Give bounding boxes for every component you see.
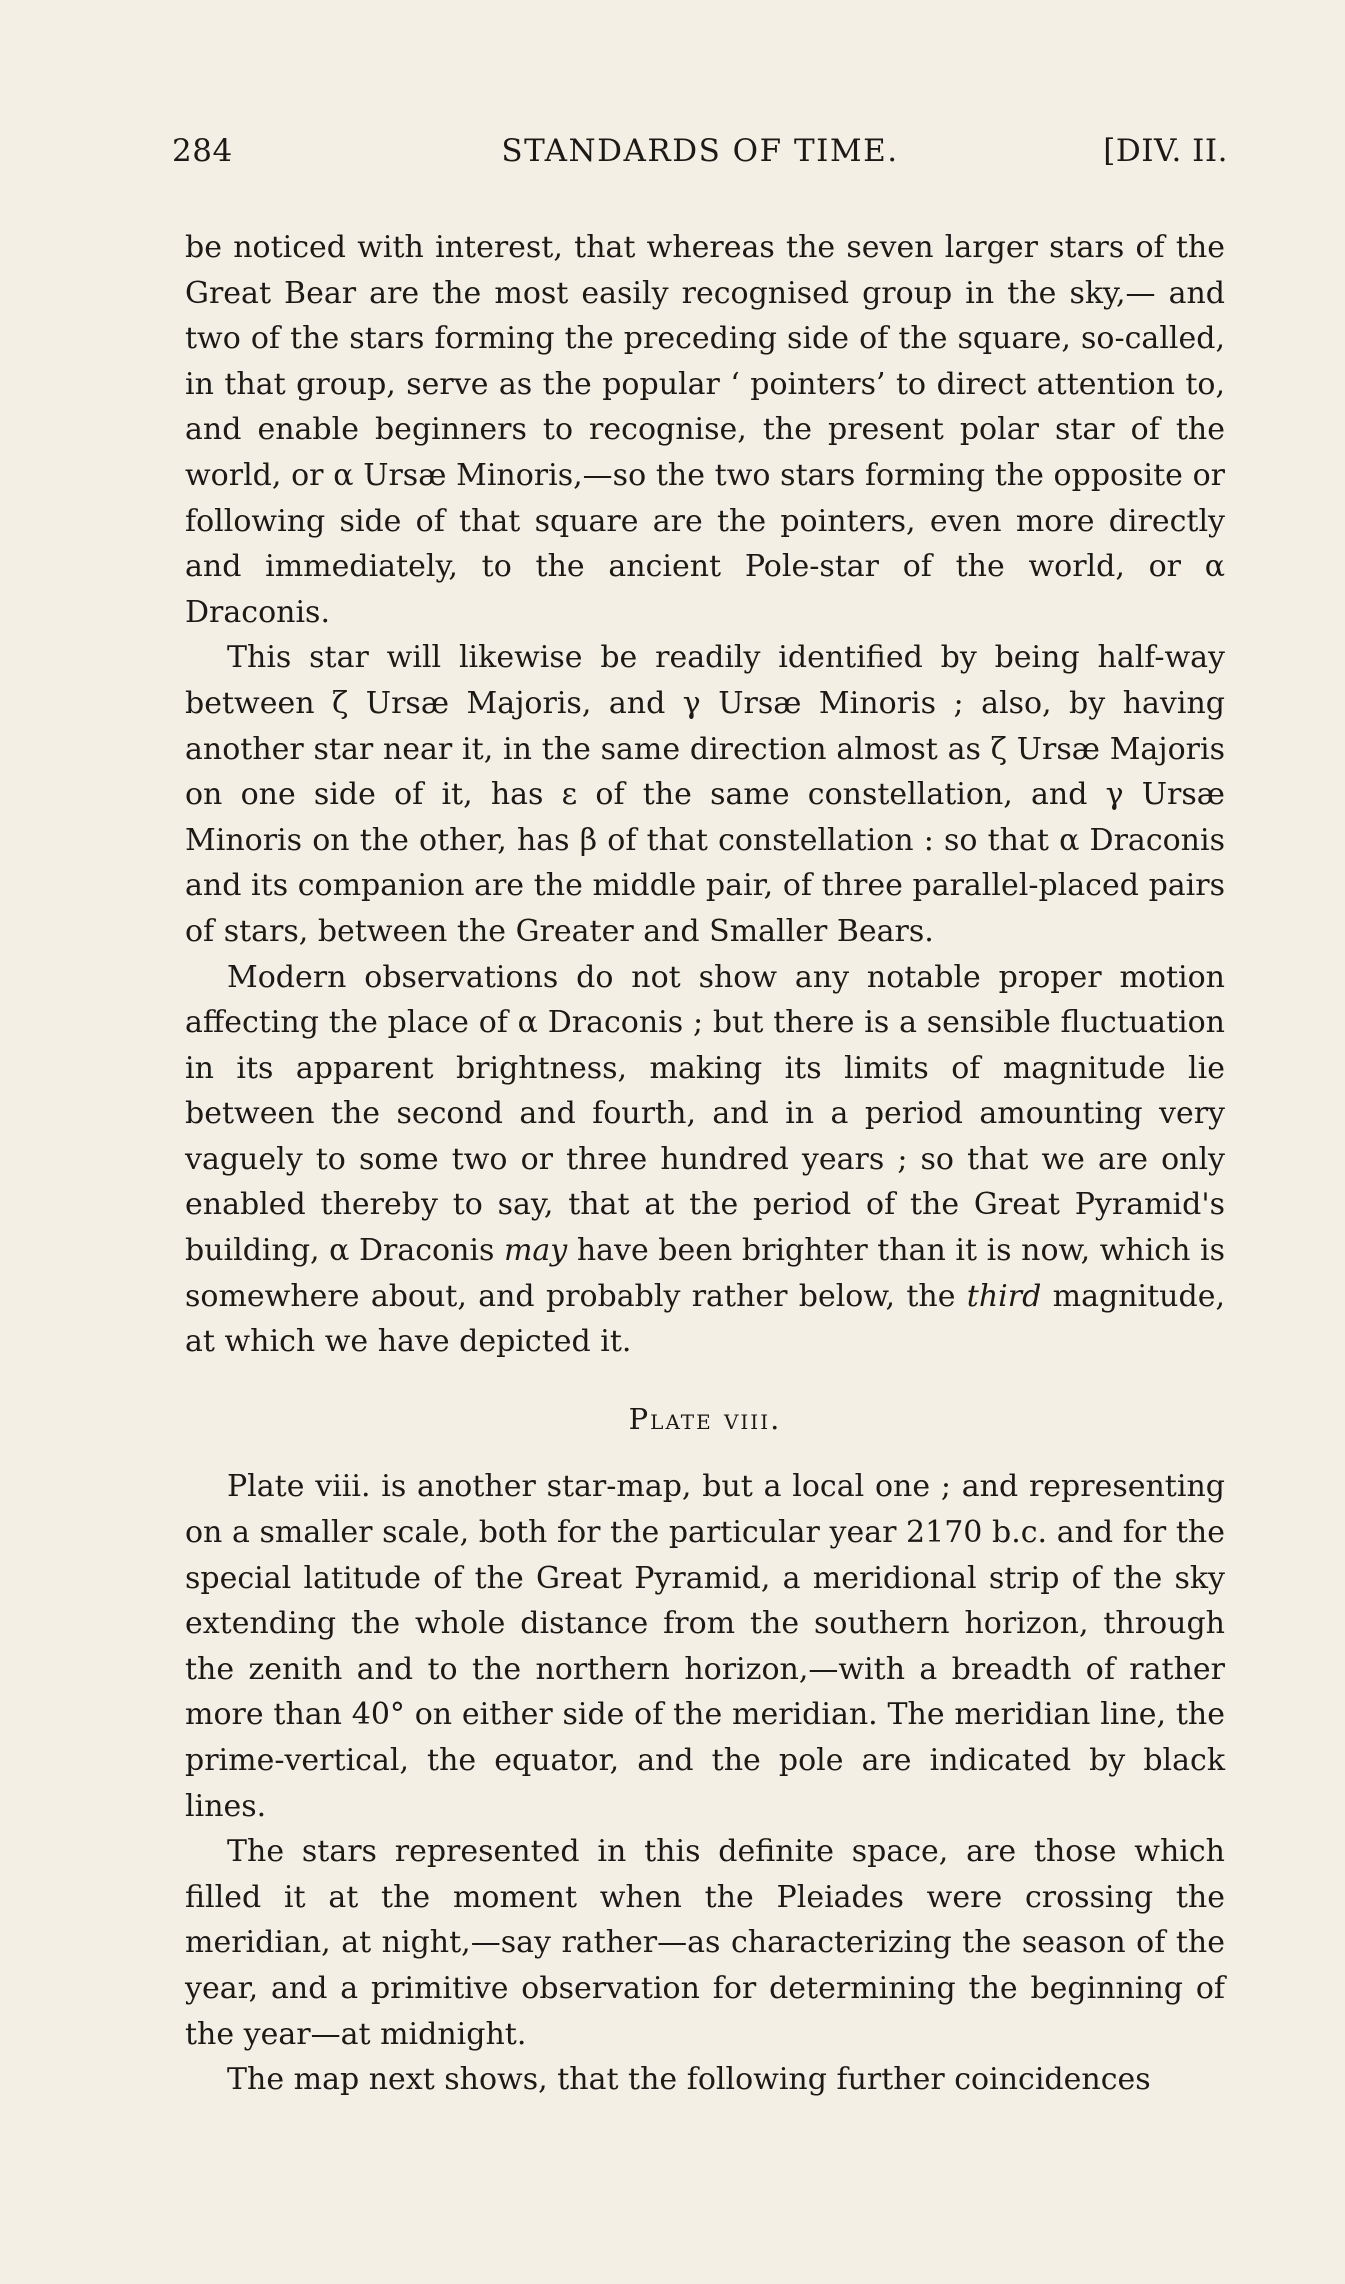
observations-text-b: have been brighter than it is now, which is somewhere about, and probably rather below, the	[185, 1233, 1225, 1314]
paragraph-observations	[185, 955, 1225, 1365]
paragraph-continuation: be noticed with interest, that whereas the seven larger stars of the Great Bear are the most easily recognised group in the sky,— and two of the stars forming the preceding side of the square, so-called, in that group, serve as the popular ‘ pointers’ to direct attention to, and enable beginners to recognise, the present polar star of the world, or α Ursæ Minoris,—so the two stars forming the opposite or following side of that square are the pointers, even more directly and immediately, to the ancient Pole-star of the world, or α Draconis.	[185, 230, 1225, 630]
paragraph-identification: This star will likewise be readily identified by being half-way between ζ Ursæ Majoris, and γ Ursæ Minoris ; also, by having another star near it, in the same direction almost as ζ Ursæ Majoris on one side of it, has ε of the same constellation, and γ Ursæ Minoris on the other, has β of that constellation : so that α Draconis and its companion are the middle pair, of three parallel-placed pairs of stars, between the Greater and Smaller Bears.	[185, 640, 1225, 949]
emphasis-may: may	[503, 1233, 568, 1269]
page-header	[172, 133, 1228, 183]
paragraph-stars-represented: The stars represented in this definite space, are those which filled it at the moment when the Pleiades were crossing the meridian, at night,—say rather—as characterizing the season of the year, and a primitive observation for determining the beginning of the year—at midnight.	[185, 1834, 1225, 2052]
emphasis-third: third	[966, 1278, 1042, 1314]
plate-heading: Plate viii.	[628, 1401, 782, 1436]
observations-text-c: magnitude, at which we have depicted it.	[185, 1278, 1225, 1360]
body-text	[185, 225, 1225, 2103]
running-title: STANDARDS OF TIME.	[501, 133, 899, 169]
paragraph-plate-description: Plate viii. is another star-map, but a local one ; and representing on a smaller scale, both for the particular year 2170 b.c. and for the special latitude of the Great Pyramid, a meridional strip of the sky extending the whole distance from the southern horizon, through the zenith and to the northern horizon,—with a breadth of rather more than 40° on either side of the meridian. The meridian line, the prime-vertical, the equator, and the pole are indicated by black lines.	[185, 1469, 1225, 1824]
division-label: [DIV. II.	[1103, 133, 1228, 169]
paragraph-coincidences: The map next shows, that the following further coincidences	[227, 2062, 1151, 2098]
observations-text-a: Modern observations do not show any notable proper motion affecting the place of α Draconis ; but there is a sensible fluctuation in its apparent brightness, making its limits of magnitude lie between the second and fourth, and in a period amounting very vaguely to some two or three hundred years ; so that we are only enabled thereby to say, that at the period of the Great Pyramid's building, α Draconis	[185, 959, 1225, 1269]
page-number: 284	[172, 133, 233, 169]
